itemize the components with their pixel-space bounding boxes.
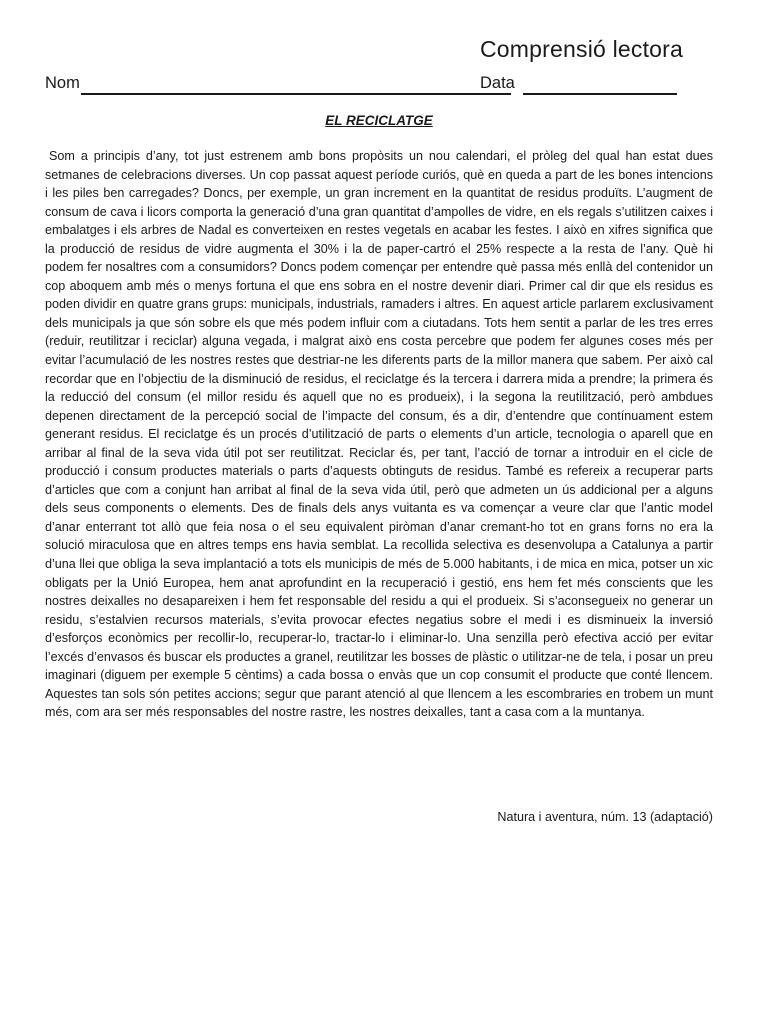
article-title: EL RECICLATGE <box>325 113 433 128</box>
article-body: Som a principis d’any, tot just estrenem amb bons propòsits un nou calendari, el pròleg del qual han estat dues setmanes de celebracions diverses. Un cop passat aquest període curiós, què en queda a part de les bones intencions i les piles ben carregades? Doncs, per exemple, un gran increment en la quantitat de residus produïts. L’augment de consum de cava i licors comporta la generació d’una gran quantitat d’ampolles de vidre, en els regals s’utilitzen caixes i embalatges i els arbres de Nadal es converteixen en restes vegetals en acabar les festes. I això en xifres significa que la producció de residus de vidre augmenta el 30% i la de paper-cartró el 25% respecte a la resta de l’any. Què hi podem fer nosaltres com a consumidors? Doncs podem començar per entendre què passa més enllà del contenidor un cop aboquem amb més o menys fortuna el que ens sobra en el nostre devenir diari. Primer cal dir que els residus es poden dividir en quatre grans grups: municipals, industrials, ramaders i altres. En aquest article parlarem exclusivament dels municipals ja que són sobre els que més podem influir com a ciutadans. Tots hem sentit a parlar de les tres erres (reduir, reutilitzar i reciclar) alguna vegada, i malgrat això ens costa percebre que podem fer algunes coses més per evitar l’acumulació de les nostres restes que destriar-ne les diferents parts de la millor manera que sabem. Per això cal recordar que en l’objectiu de la disminució de residus, el reciclatge és la tercera i darrera mida a prendre; la primera és la reducció del consum (el millor residu és aquell que no es produeix), i la segona la reutilització, però ambdues depenen directament de la percepció social de l’impacte del consum, és a dir, d’entendre que contínuament estem generant residus. El reciclatge és un procés d’utilització de parts o elements d’un article, tecnologia o aparell que en arribar al final de la seva vida útil pot ser reutilitzat. Reciclar és, per tant, l’acció de tornar a introduir en el cicle de producció i consum productes materials o parts d’aquests obtinguts de residus. També es refereix a recuperar parts d’articles que com a conjunt han arribat al final de la seva vida útil, però que admeten un ús addicional per a alguns dels seus components o elements. Des de finals dels anys vuitanta es va començar a veure clar que l’antic model d’anar enterrant tot allò que feia nosa o el seu equivalent piròman d’anar cremant-ho tot en grans forns no era la solució miraculosa que en altres temps ens havia semblat. La recollida selectiva es desenvolupa a Catalunya a partir d’una llei que obliga la seva implantació a tots els municipis de més de 5.000 habitants, i de mica en mica, potser un xic obligats per la Unió Europea, hem anat aprofundint en la recuperació i gestió, ens hem fet més conscients que les nostres deixalles no desapareixen i hem fet responsable del residu a qui el produeix. Si s’aconsegueix no generar un residu, s’estalvien recursos materials, s’evita provocar efectes negatius sobre el medi i es disminueix la inversió d’esforços econòmics per recollir-lo, recuperar-lo, tractar-lo i eliminar-lo. Una senzilla però efectiva acció per evitar l’excés d’envasos és buscar els productes a granel, reutilitzar les bosses de plàstic o utilitzar-ne de tela, i posar un preu imaginari (diguem per exemple 5 cèntims) a cada bossa o envàs que un cop consumit el producte que conté llencem. Aquestes tan sols són petites accions; segur que parant atenció al que llencem a les escombraries en trobem un munt més, com ara ser més responsables del nostre rastre, les nostres deixalles, tant a casa com a la muntanya. <box>45 149 713 720</box>
name-date-row <box>45 74 685 100</box>
name-blank-line <box>81 93 511 95</box>
date-blank-line <box>523 93 677 95</box>
date-label: Data <box>480 74 515 92</box>
article-source: Natura i aventura, núm. 13 (adaptació) <box>497 810 713 824</box>
name-label: Nom <box>45 74 80 92</box>
worksheet-title: Comprensió lectora <box>480 36 684 62</box>
